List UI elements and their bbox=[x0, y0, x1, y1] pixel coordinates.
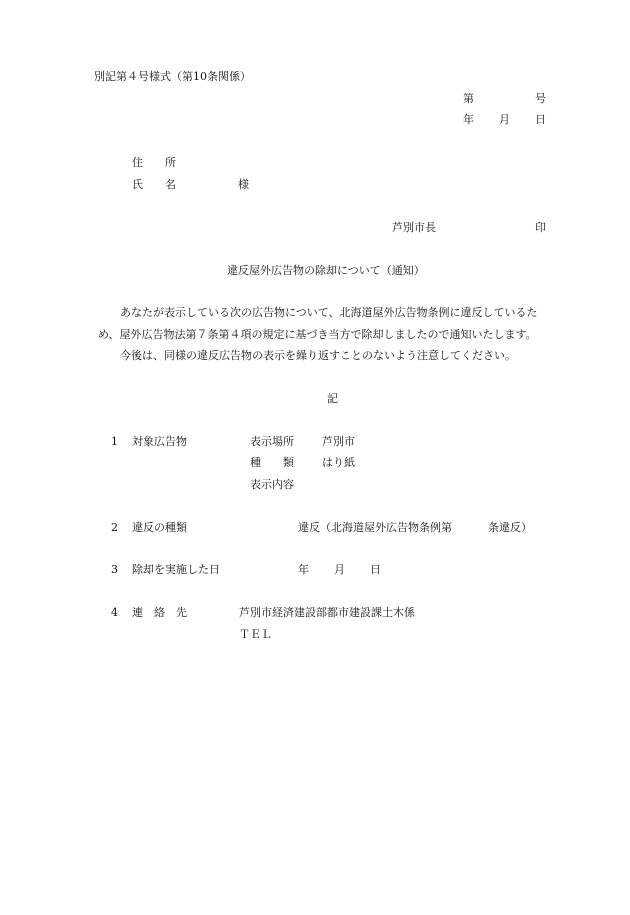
item1-content-label: 表示内容 bbox=[250, 478, 294, 491]
item2-number: 2 bbox=[111, 521, 118, 534]
ki-heading: 記 bbox=[327, 392, 338, 405]
item4-department: 芦別市経済建設部都市建設課土木係 bbox=[239, 606, 415, 619]
body-line-2: め、屋外広告物法第７条第４項の規定に基づき当方で除却しましたので通知いたします。 bbox=[98, 328, 537, 341]
date-day: 日 bbox=[535, 113, 546, 126]
document-title: 違反屋外広告物の除却について（通知） bbox=[227, 264, 425, 277]
item3-label: 除却を実施した日 bbox=[132, 563, 220, 576]
item1-kind-value: はり紙 bbox=[322, 456, 355, 469]
number-suffix: 号 bbox=[535, 92, 546, 105]
address-label: 住 所 bbox=[132, 156, 176, 169]
item4-label: 連 絡 先 bbox=[132, 606, 187, 619]
item2-label: 違反の種類 bbox=[132, 521, 187, 534]
body-line-1: あなたが表示している次の広告物について、北海道屋外広告物条例に違反しているた bbox=[120, 306, 538, 319]
item1-label: 対象広告物 bbox=[132, 435, 187, 448]
honorific: 様 bbox=[238, 178, 249, 191]
date-year: 年 bbox=[463, 113, 474, 126]
item3-year: 年 bbox=[298, 563, 309, 576]
number-prefix: 第 bbox=[463, 92, 474, 105]
item3-number: 3 bbox=[111, 563, 118, 576]
date-month: 月 bbox=[499, 113, 510, 126]
seal-mark: 印 bbox=[535, 221, 546, 234]
item3-month: 月 bbox=[334, 563, 345, 576]
body-line-3: 今後は、同様の違反広告物の表示を繰り返すことのないよう注意してください。 bbox=[120, 349, 516, 362]
item2-value-suffix: 条違反） bbox=[488, 521, 532, 534]
item3-day: 日 bbox=[370, 563, 381, 576]
item4-number: 4 bbox=[111, 606, 118, 619]
item2-value-prefix: 違反（北海道屋外広告物条例第 bbox=[298, 521, 452, 534]
item1-kind-label: 種 類 bbox=[250, 456, 294, 469]
item4-tel-label: ＴＥＬ bbox=[239, 628, 272, 641]
name-label: 氏 名 bbox=[132, 178, 176, 191]
form-label: 別記第４号様式（第10条関係） bbox=[94, 70, 251, 83]
item1-location-value: 芦別市 bbox=[322, 435, 355, 448]
item1-location-label: 表示場所 bbox=[250, 435, 294, 448]
item1-number: 1 bbox=[111, 435, 118, 448]
sender-title: 芦別市長 bbox=[392, 221, 436, 234]
